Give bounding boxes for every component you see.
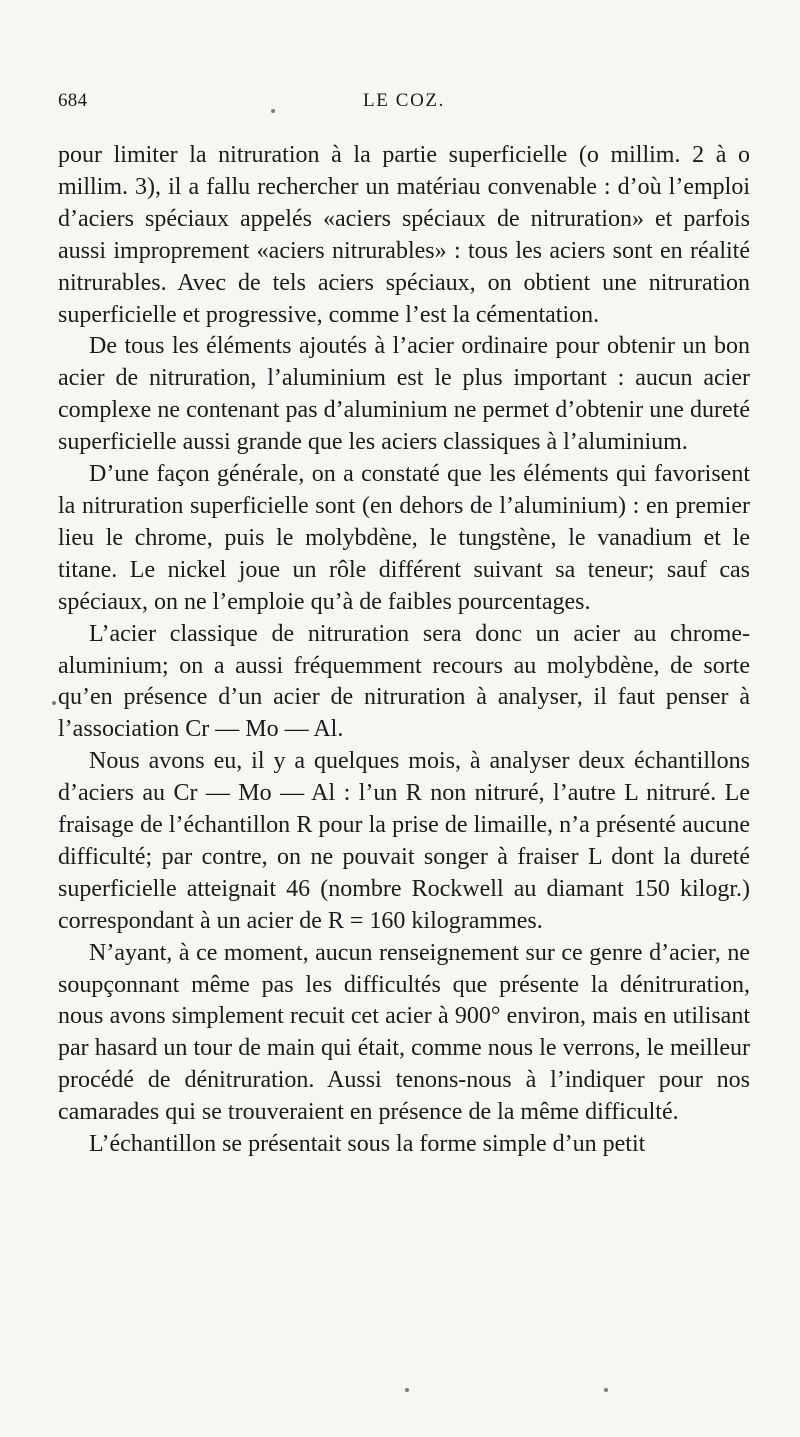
- paragraph-5: Nous avons eu, il y a quelques mois, à analyser deux échantillons d’aciers au Cr — Mo — Al : l’un R non nitruré, l’autre L nitruré. Le fraisage de l’échantillon R pour la prise de limaille, n’a présenté aucune difficulté; par contre, on ne pouvait songer à fraiser L dont la dureté superficielle atteignait 46 (nombre Rockwell au diamant 150 kilogr.) correspondant à un acier de R = 160 kilogrammes.: [58, 748, 750, 934]
- paragraph-4: L’acier classique de nitruration sera donc un acier au chrome-aluminium; on a aussi fréquemment recours au molybdène, de sorte qu’en présence d’un acier de nitruration à analyser, il faut penser à l’association Cr — Mo — Al.: [58, 620, 750, 743]
- running-title: LE COZ.: [363, 90, 445, 111]
- print-speck: [405, 1388, 409, 1392]
- paragraph-6: N’ayant, à ce moment, aucun renseignement sur ce genre d’acier, ne soupçonnant même pas les difficultés que présente la dénitruration, nous avons simplement recuit cet acier à 900° environ, mais en utilisant par hasard un tour de main qui était, comme nous le verrons, le meilleur procédé de dénitruration. Aussi tenons-nous à l’indiquer pour nos camarades qui se trouveraient en présence de la même difficulté.: [58, 939, 750, 1126]
- paragraph-7: L’échantillon se présentait sous la forme simple d’un petit: [89, 1131, 646, 1158]
- print-speck: [604, 1388, 608, 1392]
- paragraph-1: pour limiter la nitruration à la partie superficielle (o millim. 2 à o millim. 3), il a fallu rechercher un matériau convenable : d’où l’emploi d’aciers spéciaux appelés «aciers spéciaux de nitruration» et parfois aussi improprement «aciers nitrurables» : tous les aciers sont en réalité nitrurables. Avec de tels aciers spéciaux, on obtient une nitruration superficielle et progressive, comme l’est la cémentation.: [58, 142, 750, 328]
- print-speck: [271, 109, 275, 113]
- print-speck: [52, 701, 56, 705]
- page-body: [58, 140, 750, 1161]
- page-header: [58, 90, 750, 120]
- page-number: 684: [58, 90, 88, 111]
- paragraph-2: De tous les éléments ajoutés à l’acier ordinaire pour obtenir un bon acier de nitruration, l’aluminium est le plus important : aucun acier complexe ne contenant pas d’aluminium ne permet d’obtenir une dureté superficielle aussi grande que les aciers classiques à l’aluminium.: [58, 333, 750, 456]
- paragraph-3: D’une façon générale, on a constaté que les éléments qui favorisent la nitruration superficielle sont (en dehors de l’aluminium) : en premier lieu le chrome, puis le molybdène, le tungstène, le vanadium et le titane. Le nickel joue un rôle différent suivant sa teneur; sauf cas spéciaux, on ne l’emploie qu’à de faibles pourcentages.: [58, 461, 750, 615]
